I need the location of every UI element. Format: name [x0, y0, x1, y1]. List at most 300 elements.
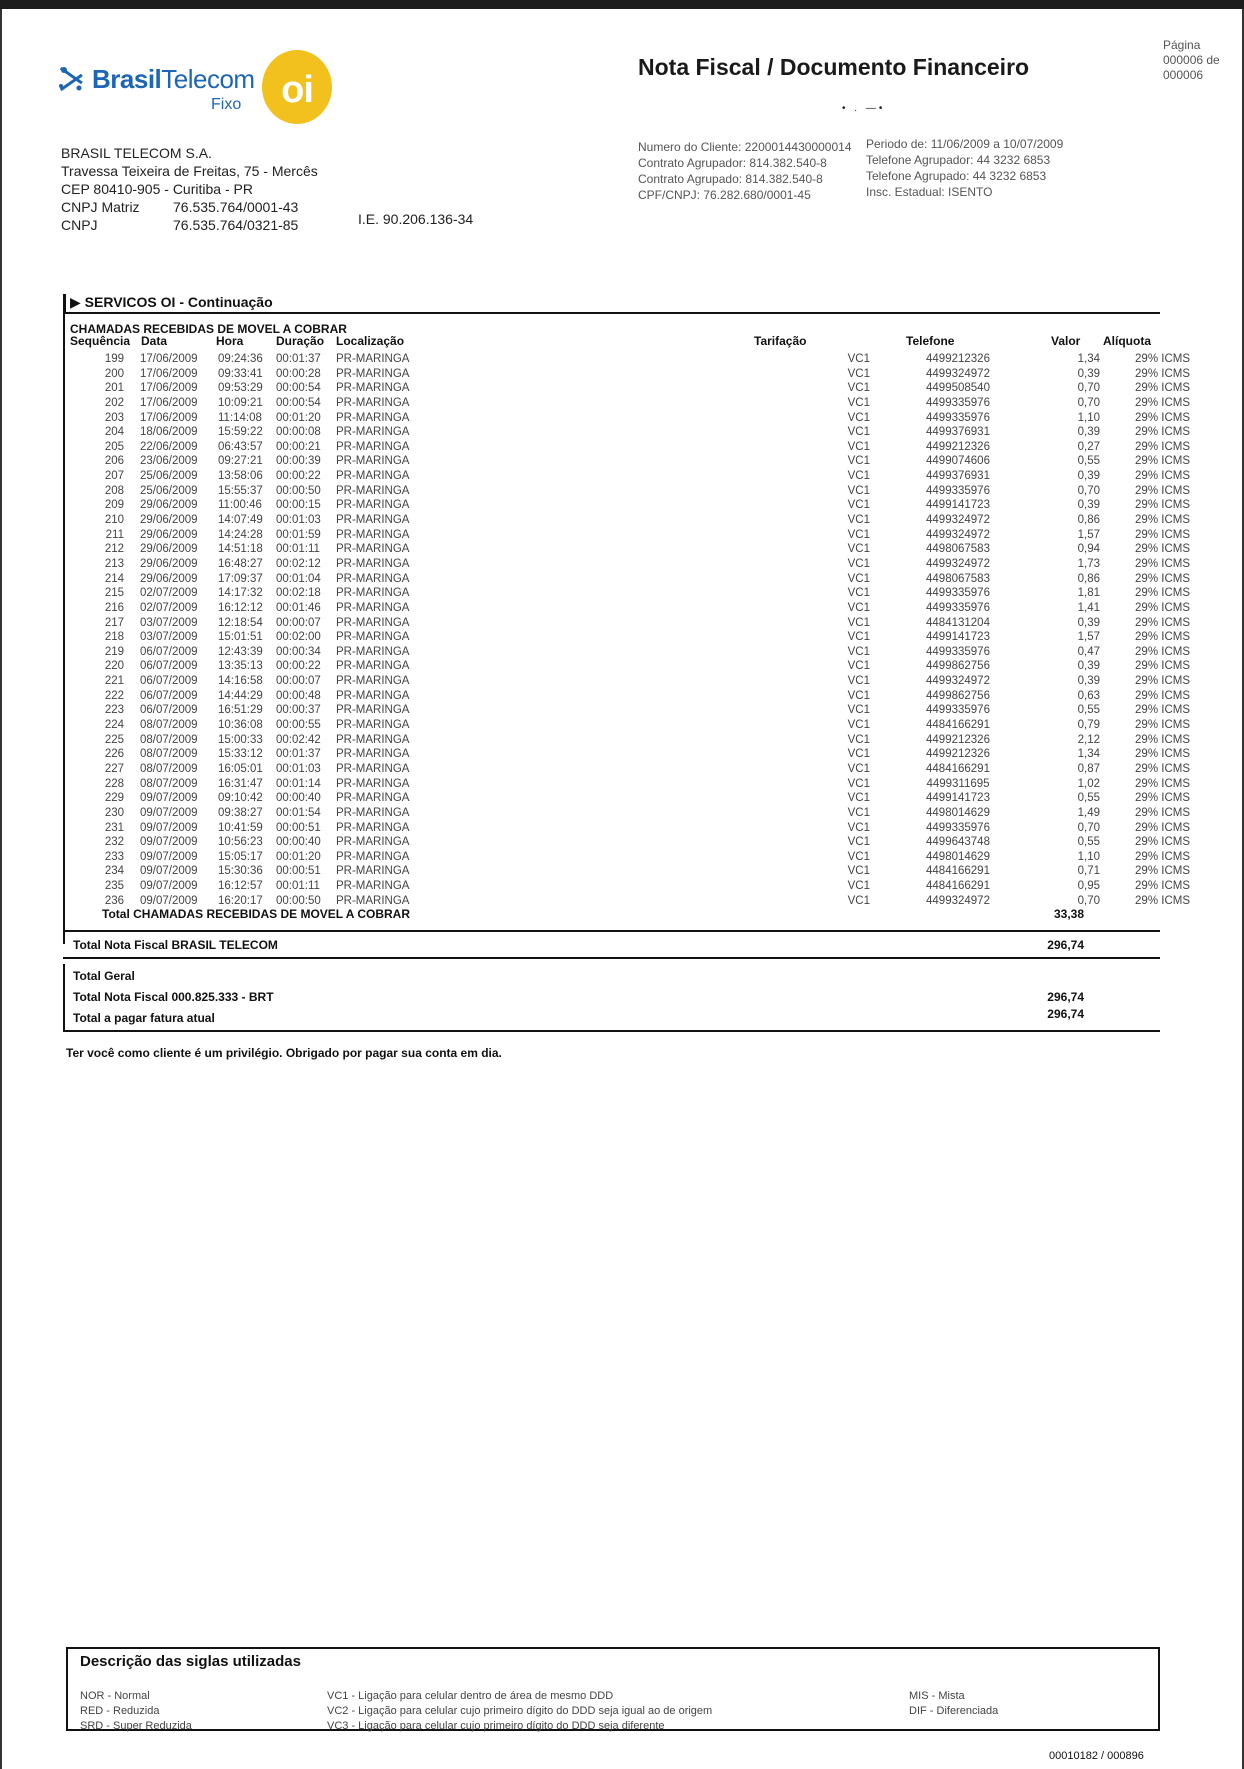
cell-hora: 15:05:17 [218, 850, 263, 863]
cell-aliquota: 29% ICMS [1135, 470, 1190, 483]
cell-hora: 16:12:57 [218, 880, 263, 893]
cell-data: 02/07/2009 [140, 587, 198, 600]
table-row [70, 542, 1190, 557]
cell-tarifacao: VC1 [847, 557, 870, 570]
scan-marks: • . —• [842, 103, 886, 114]
cell-data: 25/06/2009 [140, 484, 198, 497]
cell-data: 08/07/2009 [140, 719, 198, 732]
cell-aliquota: 29% ICMS [1135, 748, 1190, 761]
cell-telefone: 4499324972 [926, 557, 990, 570]
table-row [70, 850, 1190, 865]
cell-aliquota: 29% ICMS [1135, 543, 1190, 556]
cell-hora: 06:43:57 [218, 440, 263, 453]
cell-duracao: 00:00:15 [276, 499, 321, 512]
cell-duracao: 00:00:08 [276, 426, 321, 439]
cell-valor: 0,86 [1077, 514, 1100, 527]
cell-data: 29/06/2009 [140, 543, 198, 556]
total-nota-fiscal-value: 296,74 [1047, 938, 1084, 952]
cell-localizacao: PR-MARINGA [336, 484, 410, 497]
cell-tarifacao: VC1 [847, 396, 870, 409]
cell-hora: 09:33:41 [218, 367, 263, 380]
client-number: Numero do Cliente: 2200014430000014 [638, 140, 852, 154]
cell-hora: 10:56:23 [218, 836, 263, 849]
cell-aliquota: 29% ICMS [1135, 719, 1190, 732]
cell-aliquota: 29% ICMS [1135, 631, 1190, 644]
cell-localizacao: PR-MARINGA [336, 499, 410, 512]
client-info-right [866, 136, 1063, 200]
cell-aliquota: 29% ICMS [1135, 675, 1190, 688]
cell-duracao: 00:00:50 [276, 484, 321, 497]
company-cep: CEP 80410-905 - Curitiba - PR [61, 181, 253, 197]
table-row [70, 352, 1190, 367]
cell-telefone: 4499074606 [926, 455, 990, 468]
cell-sequencia: 224 [104, 719, 124, 732]
cell-data: 06/07/2009 [140, 660, 198, 673]
cell-sequencia: 230 [104, 806, 124, 819]
table-row [70, 733, 1190, 748]
cell-sequencia: 225 [104, 733, 124, 746]
cell-aliquota: 29% ICMS [1135, 557, 1190, 570]
cell-localizacao: PR-MARINGA [336, 367, 410, 380]
cell-data: 17/06/2009 [140, 382, 198, 395]
cell-tarifacao: VC1 [847, 353, 870, 365]
cell-valor: 0,47 [1077, 645, 1100, 658]
page-number: 000006 de [1163, 53, 1220, 67]
cell-duracao: 00:02:42 [276, 733, 321, 746]
cell-aliquota: 29% ICMS [1135, 353, 1190, 365]
cell-data: 09/07/2009 [140, 850, 198, 863]
cell-localizacao: PR-MARINGA [336, 528, 410, 541]
cell-duracao: 00:00:07 [276, 675, 321, 688]
cell-telefone: 4499335976 [926, 484, 990, 497]
cell-sequencia: 201 [104, 382, 124, 395]
cell-telefone: 4484166291 [926, 880, 990, 893]
cell-hora: 14:24:28 [218, 528, 263, 541]
left-border [0, 9, 2, 1769]
table-row [70, 528, 1190, 543]
play-arrow-icon: ▶ [70, 294, 85, 310]
cell-duracao: 00:00:54 [276, 382, 321, 395]
telefone-agrupador: Telefone Agrupador: 44 3232 6853 [866, 153, 1051, 167]
cell-localizacao: PR-MARINGA [336, 733, 410, 746]
cell-duracao: 00:02:12 [276, 557, 321, 570]
cell-tarifacao: VC1 [847, 382, 870, 395]
cell-tarifacao: VC1 [847, 601, 870, 614]
cell-sequencia: 213 [104, 557, 124, 570]
cell-valor: 0,95 [1077, 880, 1100, 893]
cell-hora: 09:53:29 [218, 382, 263, 395]
cell-telefone: 4499311695 [926, 777, 990, 790]
cell-duracao: 00:02:18 [276, 587, 321, 600]
header-valor: Valor [1051, 334, 1081, 348]
cell-localizacao: PR-MARINGA [336, 675, 410, 688]
cell-telefone: 4498067583 [926, 572, 990, 585]
cell-localizacao: PR-MARINGA [336, 411, 410, 424]
cell-localizacao: PR-MARINGA [336, 440, 410, 453]
cell-valor: 1,10 [1077, 411, 1100, 424]
cell-aliquota: 29% ICMS [1135, 880, 1190, 893]
cell-aliquota: 29% ICMS [1135, 689, 1190, 702]
cell-tarifacao: VC1 [847, 806, 870, 819]
cell-sequencia: 210 [104, 514, 124, 527]
cell-tarifacao: VC1 [847, 792, 870, 805]
cell-valor: 0,39 [1077, 470, 1100, 483]
cell-aliquota: 29% ICMS [1135, 528, 1190, 541]
cell-data: 08/07/2009 [140, 748, 198, 761]
calls-total-value: 33,38 [1053, 907, 1084, 921]
cell-valor: 0,70 [1077, 894, 1100, 907]
cell-localizacao: PR-MARINGA [336, 514, 410, 527]
cell-tarifacao: VC1 [847, 411, 870, 424]
legend-item: VC3 - Ligação para celular cujo primeiro dígito do DDD seja diferente [327, 1720, 665, 1732]
cell-duracao: 00:02:00 [276, 631, 321, 644]
cell-aliquota: 29% ICMS [1135, 762, 1190, 775]
brand-sub: Fixo [211, 96, 242, 113]
cell-valor: 0,70 [1077, 396, 1100, 409]
cell-valor: 0,79 [1077, 719, 1100, 732]
cell-aliquota: 29% ICMS [1135, 733, 1190, 746]
cell-sequencia: 217 [104, 616, 124, 629]
cell-localizacao: PR-MARINGA [336, 601, 410, 614]
table-row [70, 718, 1190, 733]
cell-hora: 16:48:27 [218, 557, 263, 570]
cell-tarifacao: VC1 [847, 455, 870, 468]
cell-tarifacao: VC1 [847, 440, 870, 453]
legend-item: RED - Reduzida [80, 1705, 160, 1717]
cell-aliquota: 29% ICMS [1135, 455, 1190, 468]
cell-valor: 0,86 [1077, 572, 1100, 585]
divider [63, 930, 1160, 932]
cell-data: 09/07/2009 [140, 792, 198, 805]
legend-item: VC2 - Ligação para celular cujo primeiro dígito do DDD seja igual ao de origem [327, 1705, 713, 1717]
cell-aliquota: 29% ICMS [1135, 382, 1190, 395]
cnpj-matriz-label: CNPJ Matriz [61, 199, 140, 215]
table-row [70, 425, 1190, 440]
cell-tarifacao: VC1 [847, 631, 870, 644]
periodo: Periodo de: 11/06/2009 a 10/07/2009 [866, 137, 1064, 151]
cell-data: 29/06/2009 [140, 499, 198, 512]
cell-duracao: 00:00:37 [276, 704, 321, 717]
cell-data: 09/07/2009 [140, 821, 198, 834]
cell-duracao: 00:01:14 [276, 777, 321, 790]
table-row [70, 806, 1190, 821]
cell-tarifacao: VC1 [847, 528, 870, 541]
table-row [70, 498, 1190, 513]
cell-tarifacao: VC1 [847, 660, 870, 673]
cell-valor: 1,10 [1077, 850, 1100, 863]
cell-hora: 13:58:06 [218, 470, 263, 483]
cell-hora: 15:55:37 [218, 484, 263, 497]
oi-logo: oi [262, 50, 332, 124]
company-info [61, 144, 318, 234]
cell-localizacao: PR-MARINGA [336, 426, 410, 439]
cell-telefone: 4484166291 [926, 865, 990, 878]
cell-sequencia: 235 [104, 880, 124, 893]
total-nf-brt-label: Total Nota Fiscal 000.825.333 - BRT [73, 990, 274, 1004]
cell-valor: 0,70 [1077, 382, 1100, 395]
cell-hora: 14:44:29 [218, 689, 263, 702]
cell-telefone: 4499862756 [926, 689, 990, 702]
cell-valor: 0,70 [1077, 821, 1100, 834]
cell-telefone: 4499335976 [926, 821, 990, 834]
cell-telefone: 4499376931 [926, 426, 990, 439]
cell-telefone: 4498067583 [926, 543, 990, 556]
cell-sequencia: 205 [104, 440, 124, 453]
cell-telefone: 4499324972 [926, 514, 990, 527]
table-row [70, 411, 1190, 426]
brand-name: BrasilTelecom [92, 64, 255, 94]
thank-you-message: Ter você como cliente é um privilégio. Obrigado por pagar sua conta em dia. [66, 1046, 502, 1060]
cell-sequencia: 199 [104, 353, 124, 365]
cell-telefone: 4499335976 [926, 396, 990, 409]
cell-data: 09/07/2009 [140, 836, 198, 849]
cell-valor: 0,39 [1077, 367, 1100, 380]
cell-tarifacao: VC1 [847, 675, 870, 688]
total-nota-fiscal-label: Total Nota Fiscal BRASIL TELECOM [73, 938, 278, 952]
brasil-telecom-mark-icon [54, 64, 88, 94]
cell-hora: 17:09:37 [218, 572, 263, 585]
cell-duracao: 00:00:21 [276, 440, 321, 453]
cell-telefone: 4499335976 [926, 411, 990, 424]
cell-sequencia: 215 [104, 587, 124, 600]
cell-tarifacao: VC1 [847, 426, 870, 439]
table-row [70, 835, 1190, 850]
cell-valor: 0,39 [1077, 675, 1100, 688]
cell-telefone: 4499335976 [926, 645, 990, 658]
cell-tarifacao: VC1 [847, 645, 870, 658]
cell-duracao: 00:01:54 [276, 806, 321, 819]
cell-telefone: 4499141723 [926, 792, 990, 805]
cell-hora: 14:51:18 [218, 543, 263, 556]
cell-hora: 10:36:08 [218, 719, 263, 732]
cell-aliquota: 29% ICMS [1135, 660, 1190, 673]
cell-duracao: 00:01:20 [276, 411, 321, 424]
cell-hora: 10:41:59 [218, 821, 263, 834]
cell-valor: 0,55 [1077, 836, 1100, 849]
cell-telefone: 4498014629 [926, 806, 990, 819]
cell-aliquota: 29% ICMS [1135, 367, 1190, 380]
cell-aliquota: 29% ICMS [1135, 572, 1190, 585]
cell-telefone: 4499376931 [926, 470, 990, 483]
cell-tarifacao: VC1 [847, 880, 870, 893]
cell-sequencia: 226 [104, 748, 124, 761]
cell-telefone: 4484166291 [926, 762, 990, 775]
header-telefone: Telefone [906, 334, 955, 348]
cell-aliquota: 29% ICMS [1135, 396, 1190, 409]
cell-hora: 09:27:21 [218, 455, 263, 468]
cell-localizacao: PR-MARINGA [336, 645, 410, 658]
cell-sequencia: 216 [104, 601, 124, 614]
cell-localizacao: PR-MARINGA [336, 587, 410, 600]
cell-data: 18/06/2009 [140, 426, 198, 439]
cell-tarifacao: VC1 [847, 777, 870, 790]
cell-sequencia: 203 [104, 411, 124, 424]
table-row [70, 572, 1190, 587]
table-row [70, 879, 1190, 894]
header-data: Data [141, 334, 168, 348]
cell-localizacao: PR-MARINGA [336, 748, 410, 761]
table-row [70, 484, 1190, 499]
cell-telefone: 4499212326 [926, 733, 990, 746]
cell-duracao: 00:01:03 [276, 514, 321, 527]
cell-duracao: 00:01:11 [276, 880, 320, 893]
cell-duracao: 00:00:28 [276, 367, 321, 380]
cell-sequencia: 214 [104, 572, 124, 585]
cell-valor: 1,49 [1077, 806, 1100, 819]
cell-valor: 1,57 [1077, 528, 1100, 541]
cell-duracao: 00:00:55 [276, 719, 321, 732]
cell-localizacao: PR-MARINGA [336, 704, 410, 717]
cell-localizacao: PR-MARINGA [336, 865, 410, 878]
cell-data: 03/07/2009 [140, 616, 198, 629]
cell-localizacao: PR-MARINGA [336, 631, 410, 644]
legend-title: Descrição das siglas utilizadas [80, 1653, 301, 1670]
cell-sequencia: 234 [104, 865, 124, 878]
legend-col-3 [909, 1689, 998, 1719]
cell-valor: 1,34 [1077, 353, 1100, 365]
cell-data: 06/07/2009 [140, 675, 198, 688]
cell-valor: 0,94 [1077, 543, 1100, 556]
cell-duracao: 00:00:40 [276, 836, 321, 849]
cell-data: 08/07/2009 [140, 733, 198, 746]
cell-tarifacao: VC1 [847, 689, 870, 702]
cell-sequencia: 206 [104, 455, 124, 468]
cell-sequencia: 227 [104, 762, 124, 775]
total-pagar-label: Total a pagar fatura atual [73, 1011, 215, 1025]
cell-localizacao: PR-MARINGA [336, 762, 410, 775]
divider [63, 1030, 1160, 1032]
cell-telefone: 4499335976 [926, 704, 990, 717]
cell-hora: 15:33:12 [218, 748, 263, 761]
cell-valor: 0,39 [1077, 616, 1100, 629]
header-aliquota: Alíquota [1103, 334, 1151, 348]
cell-hora: 09:38:27 [218, 806, 263, 819]
cell-sequencia: 228 [104, 777, 124, 790]
contrato-agrupador: Contrato Agrupador: 814.382.540-8 [638, 156, 827, 170]
page-indicator [1163, 38, 1220, 83]
header-sequencia: Sequência [70, 334, 131, 348]
cell-localizacao: PR-MARINGA [336, 353, 410, 365]
cell-localizacao: PR-MARINGA [336, 572, 410, 585]
cell-duracao: 00:01:11 [276, 543, 320, 556]
cell-duracao: 00:01:20 [276, 850, 321, 863]
table-row [70, 513, 1190, 528]
cell-telefone: 4499335976 [926, 601, 990, 614]
cell-tarifacao: VC1 [847, 484, 870, 497]
cell-valor: 0,55 [1077, 704, 1100, 717]
cell-hora: 16:05:01 [218, 762, 263, 775]
total-geral-label: Total Geral [73, 969, 135, 983]
cell-hora: 15:01:51 [218, 631, 263, 644]
table-row [70, 586, 1190, 601]
cell-valor: 1,81 [1077, 587, 1100, 600]
cell-sequencia: 223 [104, 704, 124, 717]
cell-telefone: 4499324972 [926, 528, 990, 541]
cell-valor: 0,70 [1077, 484, 1100, 497]
cell-localizacao: PR-MARINGA [336, 557, 410, 570]
cell-duracao: 00:01:37 [276, 353, 321, 365]
cell-data: 29/06/2009 [140, 528, 198, 541]
cell-data: 17/06/2009 [140, 353, 198, 365]
cell-duracao: 00:00:22 [276, 660, 321, 673]
cell-duracao: 00:01:46 [276, 601, 321, 614]
section-divider [63, 312, 1160, 314]
cell-tarifacao: VC1 [847, 733, 870, 746]
cell-data: 06/07/2009 [140, 645, 198, 658]
cell-sequencia: 212 [104, 543, 124, 556]
table-row [70, 689, 1190, 704]
cell-data: 08/07/2009 [140, 762, 198, 775]
cell-localizacao: PR-MARINGA [336, 382, 410, 395]
cell-aliquota: 29% ICMS [1135, 645, 1190, 658]
cell-sequencia: 222 [104, 689, 124, 702]
cell-hora: 11:14:08 [218, 411, 262, 424]
cell-sequencia: 207 [104, 470, 124, 483]
company-address: Travessa Teixeira de Freitas, 75 - Mercês [61, 163, 318, 179]
cell-aliquota: 29% ICMS [1135, 411, 1190, 424]
cell-aliquota: 29% ICMS [1135, 836, 1190, 849]
legend-item: MIS - Mista [909, 1690, 965, 1702]
cell-aliquota: 29% ICMS [1135, 777, 1190, 790]
table-row [70, 367, 1190, 382]
contrato-agrupado: Contrato Agrupado: 814.382.540-8 [638, 172, 823, 186]
table-row [70, 762, 1190, 777]
cell-data: 09/07/2009 [140, 806, 198, 819]
cell-valor: 0,39 [1077, 660, 1100, 673]
table-row [70, 601, 1190, 616]
header-hora: Hora [216, 334, 244, 348]
cell-valor: 0,71 [1077, 865, 1100, 878]
cell-localizacao: PR-MARINGA [336, 850, 410, 863]
cell-data: 17/06/2009 [140, 411, 198, 424]
cell-localizacao: PR-MARINGA [336, 689, 410, 702]
cell-tarifacao: VC1 [847, 572, 870, 585]
cell-sequencia: 221 [104, 675, 124, 688]
cell-tarifacao: VC1 [847, 367, 870, 380]
cell-duracao: 00:00:51 [276, 821, 321, 834]
cell-valor: 0,63 [1077, 689, 1100, 702]
legend-item: SRD - Super Reduzida [80, 1720, 192, 1732]
cell-hora: 14:07:49 [218, 514, 263, 527]
cell-valor: 2,12 [1077, 733, 1100, 746]
client-info-left [638, 139, 852, 203]
cell-tarifacao: VC1 [847, 850, 870, 863]
cell-aliquota: 29% ICMS [1135, 894, 1190, 907]
table-row [70, 674, 1190, 689]
cell-localizacao: PR-MARINGA [336, 719, 410, 732]
insc-estadual: Insc. Estadual: ISENTO [866, 185, 993, 199]
cell-tarifacao: VC1 [847, 587, 870, 600]
page-label: Página [1163, 38, 1201, 52]
cell-telefone: 4499862756 [926, 660, 990, 673]
cell-valor: 0,87 [1077, 762, 1100, 775]
cell-hora: 09:10:42 [218, 792, 263, 805]
cell-duracao: 00:00:40 [276, 792, 321, 805]
legend-item: VC1 - Ligação para celular dentro de área de mesmo DDD [327, 1690, 614, 1702]
cell-duracao: 00:00:07 [276, 616, 321, 629]
cell-sequencia: 229 [104, 792, 124, 805]
cell-localizacao: PR-MARINGA [336, 894, 410, 907]
cell-sequencia: 232 [104, 836, 124, 849]
total-pagar-value: 296,74 [1047, 1007, 1084, 1021]
cell-localizacao: PR-MARINGA [336, 543, 410, 556]
cell-localizacao: PR-MARINGA [336, 616, 410, 629]
cnpj-label: CNPJ [61, 217, 98, 233]
table-row [70, 645, 1190, 660]
legend-item: NOR - Normal [80, 1690, 150, 1702]
page-total: 000006 [1163, 68, 1204, 82]
cell-data: 09/07/2009 [140, 894, 198, 907]
